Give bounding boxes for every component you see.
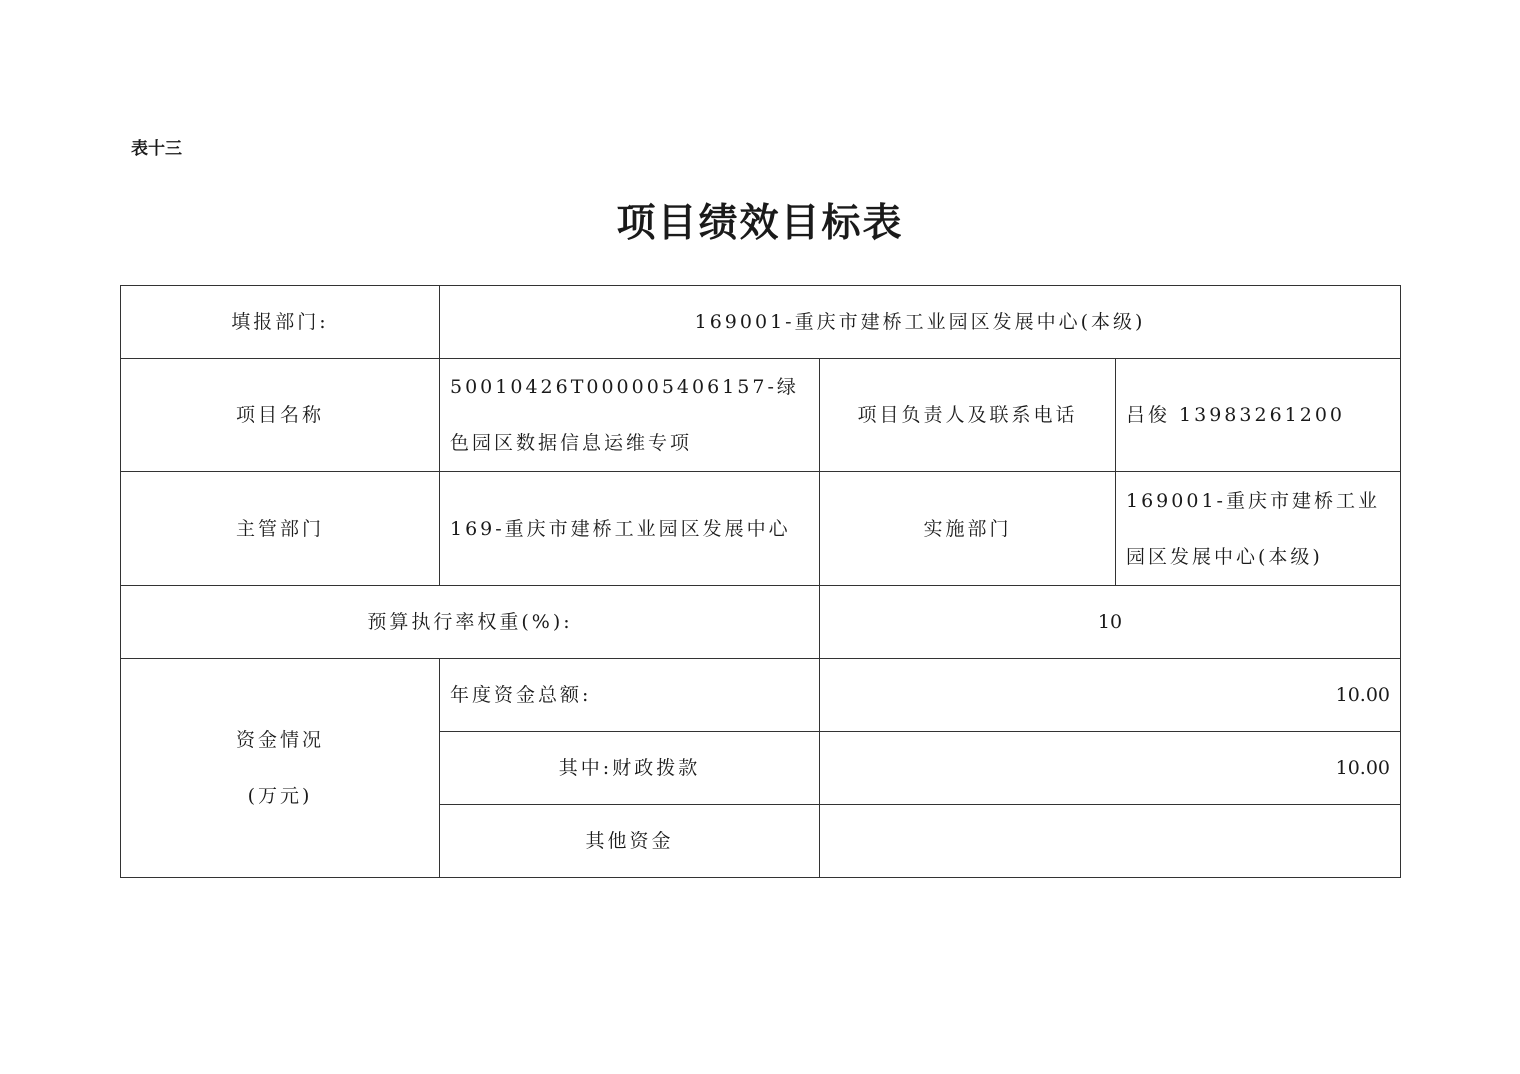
contact-label: 项目负责人及联系电话 xyxy=(820,359,1116,472)
project-name-label: 项目名称 xyxy=(121,359,440,472)
reporting-dept-value: 169001-重庆市建桥工业园区发展中心(本级) xyxy=(440,286,1401,359)
page-title: 项目绩效目标表 xyxy=(616,200,904,246)
supervising-dept-value: 169-重庆市建桥工业园区发展中心 xyxy=(440,472,820,586)
annual-total-value: 10.00 xyxy=(820,659,1401,732)
table-number: 表十三 xyxy=(131,139,182,159)
implementing-dept-label: 实施部门 xyxy=(820,472,1116,586)
other-label: 其他资金 xyxy=(440,805,820,878)
fiscal-label: 其中:财政拨款 xyxy=(440,732,820,805)
table-row xyxy=(121,659,1401,732)
fiscal-value: 10.00 xyxy=(820,732,1401,805)
table-row xyxy=(121,286,1401,359)
table-row xyxy=(121,472,1401,586)
budget-weight-value: 10 xyxy=(820,586,1401,659)
reporting-dept-label: 填报部门: xyxy=(121,286,440,359)
contact-value: 吕俊 13983261200 xyxy=(1116,359,1401,472)
budget-weight-label: 预算执行率权重(%): xyxy=(121,586,820,659)
funds-cell xyxy=(121,659,440,878)
table-row xyxy=(121,359,1401,472)
annual-total-label: 年度资金总额: xyxy=(440,659,820,732)
table-row xyxy=(121,586,1401,659)
other-value xyxy=(820,805,1401,878)
project-name-value: 50010426T000005406157-绿色园区数据信息运维专项 xyxy=(440,359,820,472)
implementing-dept-value: 169001-重庆市建桥工业园区发展中心(本级) xyxy=(1116,472,1401,586)
supervising-dept-label: 主管部门 xyxy=(121,472,440,586)
performance-target-table xyxy=(120,285,1401,878)
funds-unit: (万元) xyxy=(247,785,313,807)
funds-label: 资金情况 xyxy=(235,729,324,751)
